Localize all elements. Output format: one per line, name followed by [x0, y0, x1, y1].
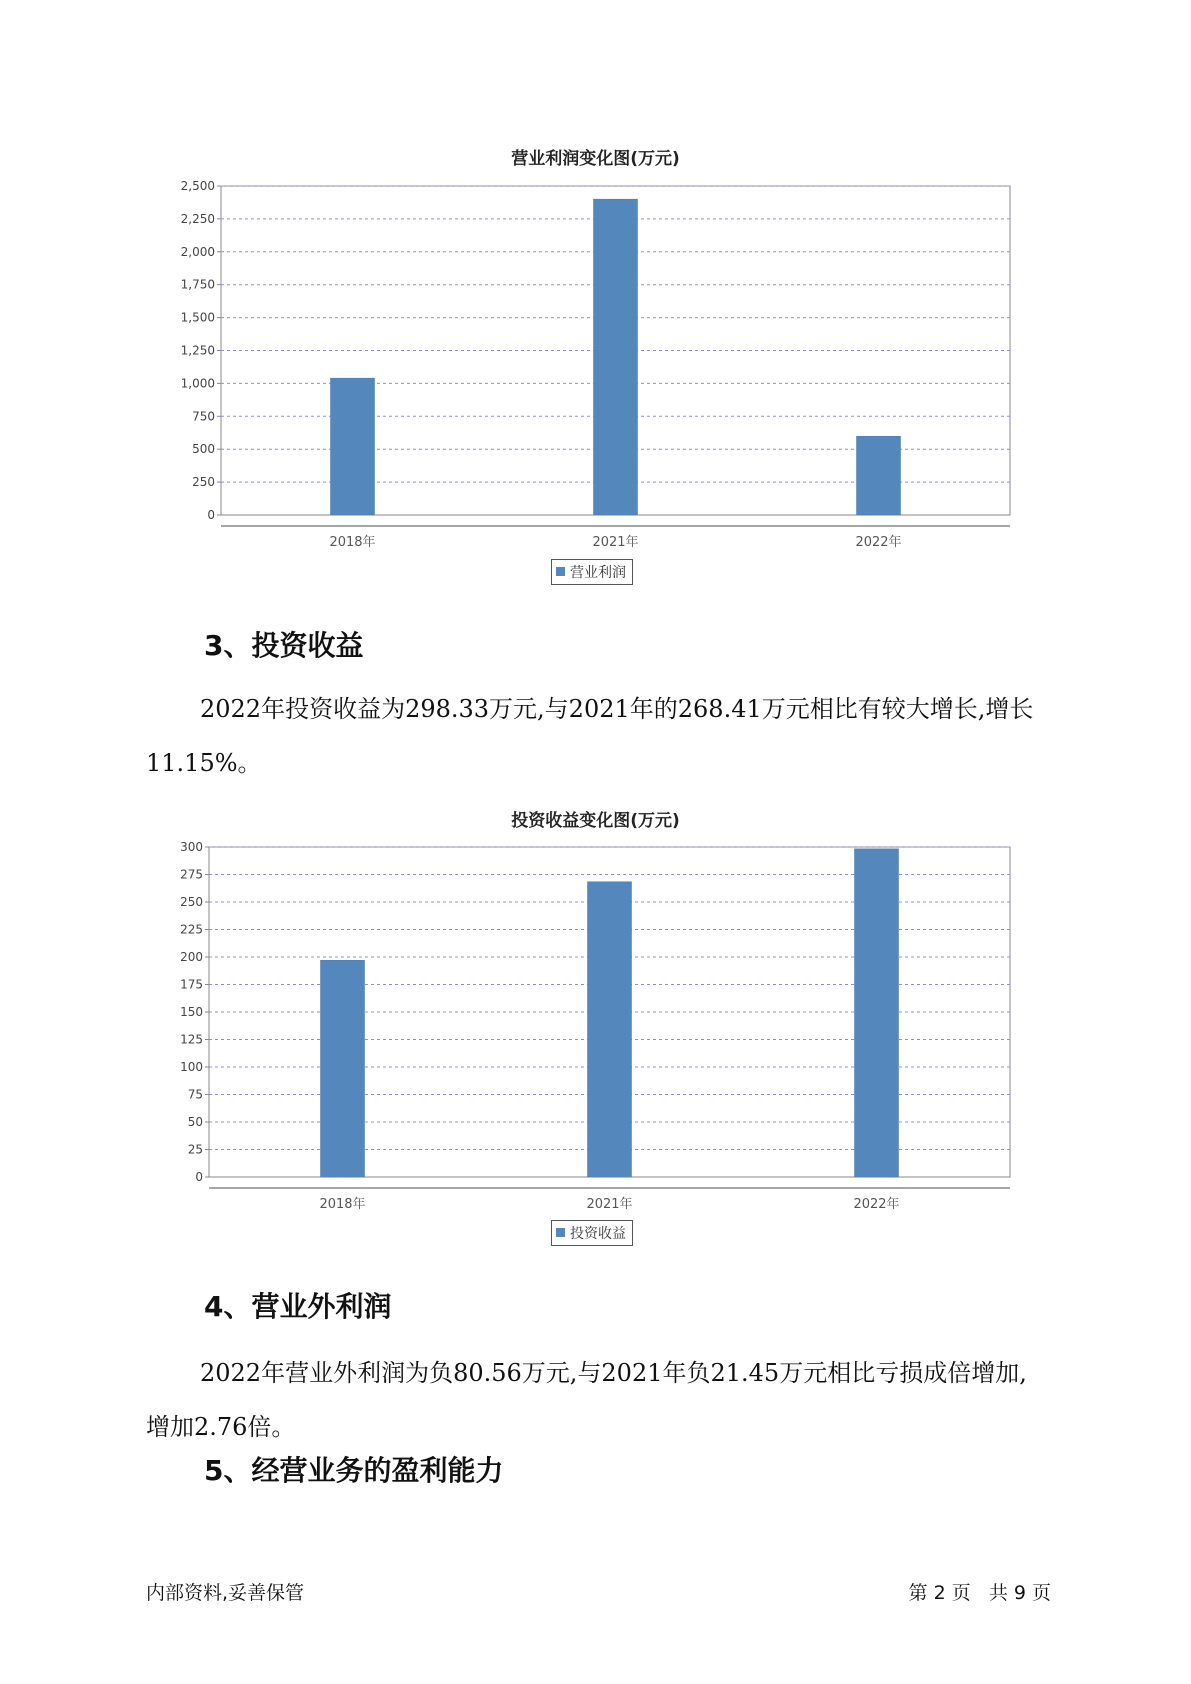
- y-tick-label: 1,000: [180, 376, 215, 391]
- x-tick-label: 2022年: [853, 1197, 900, 1212]
- x-tick-label: 2018年: [319, 1197, 366, 1212]
- y-tick-label: 2,500: [180, 179, 215, 193]
- x-tick-label: 2021年: [586, 1197, 633, 1212]
- paragraph-non-operating-profit: 2022年营业外利润为负80.56万元,与2021年负21.45万元相比亏损成倍增加,增加2.76倍。: [146, 1359, 1027, 1441]
- y-tick-label: 275: [180, 867, 203, 882]
- x-tick-label: 2018年: [329, 535, 376, 550]
- legend-label: 营业利润: [570, 565, 626, 581]
- legend-label: 投资收益: [570, 1226, 626, 1242]
- y-tick-label: 250: [192, 475, 215, 490]
- paragraph-investment-income: 2022年投资收益为298.33万元,与2021年的268.41万元相比有较大增长,增长11.15%。: [146, 695, 1034, 777]
- y-tick-label: 0: [195, 1170, 203, 1184]
- y-tick-label: 750: [192, 409, 215, 424]
- bar-2: [855, 849, 899, 1177]
- chart-title-operating-profit: 营业利润变化图(万元): [511, 149, 680, 169]
- section-heading-non-operating-profit: 4、营业外利润: [204, 1290, 392, 1323]
- y-tick-label: 175: [180, 977, 203, 992]
- y-tick-label: 225: [180, 922, 203, 937]
- y-tick-label: 0: [207, 508, 215, 522]
- chart-legend-investment-income: [551, 1220, 633, 1246]
- bar-1: [588, 882, 632, 1177]
- x-tick-label: 2021年: [592, 535, 639, 550]
- y-tick-label: 2,250: [180, 211, 215, 226]
- y-tick-label: 25: [187, 1142, 203, 1157]
- y-tick-label: 250: [180, 895, 203, 909]
- y-tick-label: 125: [180, 1032, 203, 1047]
- section-heading-investment-income: 3、投资收益: [204, 629, 364, 662]
- footer-page-number: 第 2 页 共 9 页: [908, 1582, 1051, 1604]
- y-tick-label: 50: [187, 1115, 203, 1129]
- y-tick-label: 500: [192, 442, 215, 457]
- chart-title-investment-income: 投资收益变化图(万元): [511, 811, 680, 831]
- section-heading-operating-profitability: 5、经营业务的盈利能力: [204, 1454, 504, 1487]
- y-tick-label: 300: [180, 840, 203, 854]
- y-tick-label: 1,750: [180, 277, 215, 292]
- y-tick-label: 1,250: [180, 343, 215, 358]
- x-tick-label: 2022年: [855, 535, 902, 550]
- y-tick-label: 150: [180, 1005, 203, 1019]
- y-tick-label: 2,000: [180, 244, 215, 259]
- y-tick-label: 200: [180, 950, 203, 964]
- y-tick-label: 1,500: [180, 310, 215, 325]
- footer-confidential-note: 内部资料,妥善保管: [146, 1582, 305, 1604]
- bar-0: [321, 960, 365, 1177]
- legend-swatch: [556, 1228, 565, 1237]
- y-tick-label: 100: [180, 1060, 203, 1074]
- y-tick-label: 75: [187, 1087, 203, 1102]
